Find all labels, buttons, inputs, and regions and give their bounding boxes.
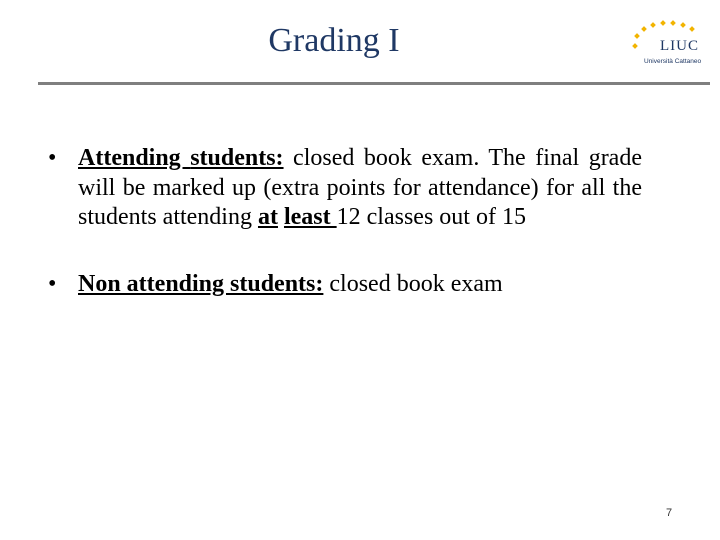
bullet-icon: • (48, 270, 57, 297)
liuc-logo (626, 18, 710, 70)
bullet-list (48, 144, 642, 299)
bullet-attending (48, 144, 642, 233)
bullet-label: Non attending students: (78, 270, 324, 297)
bullet-emphasis-2: least (283, 204, 337, 230)
bullet-label-part2: students: (190, 145, 284, 171)
page-number: 7 (666, 507, 673, 519)
bullet-text-tail: 12 classes out of 15 (336, 204, 526, 230)
slide-title: Grading I (268, 22, 400, 59)
bullet-text: closed book exam (323, 270, 503, 297)
bullet-label-part1: Attending (78, 145, 191, 171)
logo-wordmark: LIUC (660, 38, 699, 54)
bullet-emphasis-1: at (257, 204, 278, 230)
bullet-non-attending (48, 270, 642, 300)
bullet-icon: • (48, 145, 57, 171)
title-divider (38, 82, 710, 85)
bullet-text: closed book exam. The final grade will be marked up (extra points for attendance) for all the students attending (78, 145, 642, 230)
logo-subtitle: Università Cattaneo (644, 58, 702, 65)
